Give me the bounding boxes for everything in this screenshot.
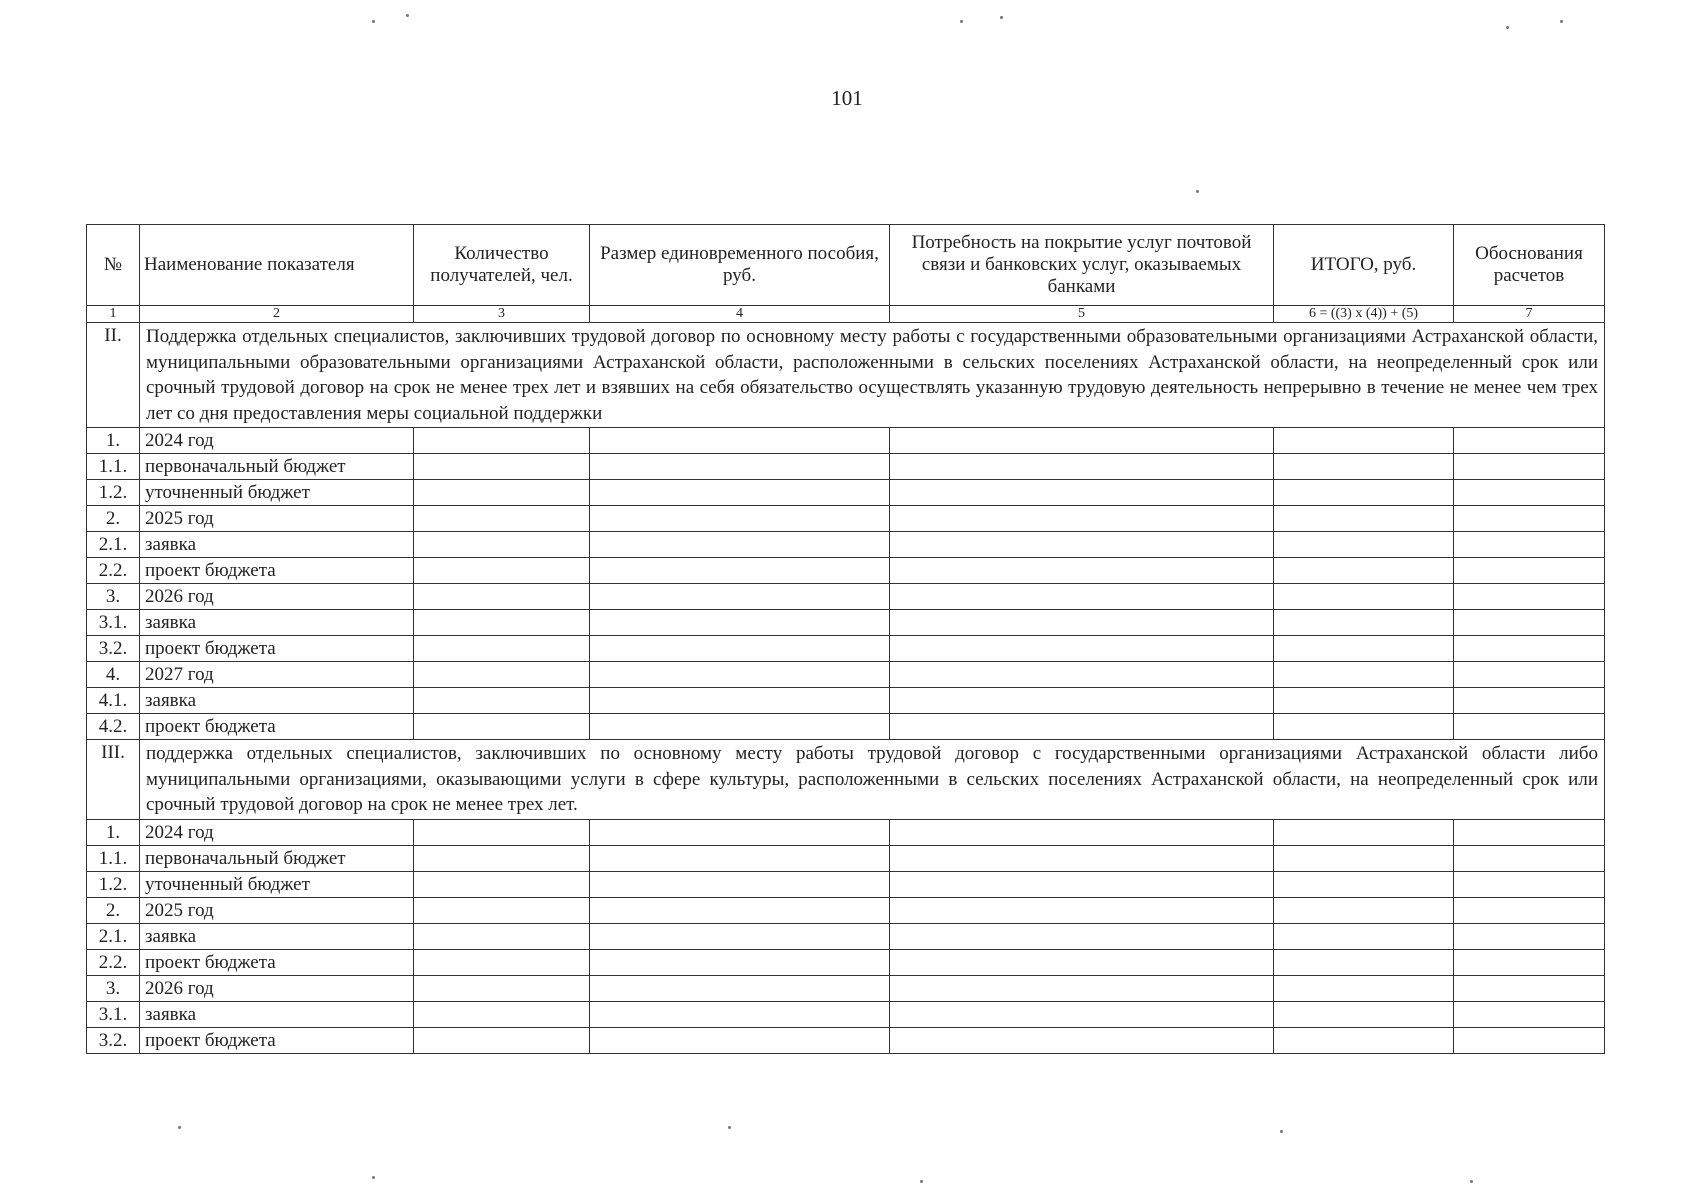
row-label: проект бюджета [140, 558, 414, 584]
row-number: 3.1. [87, 1001, 140, 1027]
postal-cell [890, 532, 1274, 558]
benefit-cell [590, 819, 890, 845]
row-label: 2025 год [140, 506, 414, 532]
section-title: поддержка отдельных специалистов, заключивших по основному месту работы трудовой договор с государственными организациями Астраханской области либо муниципальными организациями, оказывающими услуги в сфере культуры, расположенными в сельских поселениях Астраханской области, на неопределенный срок или срочный трудовой договор на срок не менее трех лет. [140, 740, 1605, 820]
budget-table [86, 224, 1605, 1054]
row-number: 2.1. [87, 923, 140, 949]
total-cell [1274, 428, 1454, 454]
page-number: 101 [831, 86, 863, 110]
count-cell [414, 975, 590, 1001]
postal-cell [890, 454, 1274, 480]
row-label: заявка [140, 923, 414, 949]
postal-cell [890, 949, 1274, 975]
count-cell [414, 714, 590, 740]
section-header-row [87, 740, 1605, 820]
postal-cell [890, 480, 1274, 506]
row-number: 3.2. [87, 636, 140, 662]
row-number: 1.2. [87, 480, 140, 506]
justification-cell [1454, 897, 1605, 923]
postal-cell [890, 688, 1274, 714]
table-row [87, 871, 1605, 897]
table-row [87, 662, 1605, 688]
column-index: 5 [890, 306, 1274, 323]
justification-cell [1454, 480, 1605, 506]
benefit-cell [590, 1027, 890, 1053]
table-row [87, 1027, 1605, 1053]
total-cell [1274, 636, 1454, 662]
row-label: первоначальный бюджет [140, 454, 414, 480]
row-label: уточненный бюджет [140, 871, 414, 897]
row-number: 1. [87, 819, 140, 845]
table-row [87, 480, 1605, 506]
postal-cell [890, 662, 1274, 688]
count-cell [414, 506, 590, 532]
count-cell [414, 480, 590, 506]
justification-cell [1454, 636, 1605, 662]
postal-cell [890, 975, 1274, 1001]
justification-cell [1454, 610, 1605, 636]
row-number: 1.1. [87, 845, 140, 871]
justification-cell [1454, 688, 1605, 714]
count-cell [414, 636, 590, 662]
header-name: Наименование показателя [140, 225, 414, 306]
row-label: 2026 год [140, 584, 414, 610]
total-cell [1274, 688, 1454, 714]
count-cell [414, 1001, 590, 1027]
count-cell [414, 558, 590, 584]
justification-cell [1454, 871, 1605, 897]
header-total: ИТОГО, руб. [1274, 225, 1454, 306]
total-cell [1274, 610, 1454, 636]
count-cell [414, 428, 590, 454]
count-cell [414, 949, 590, 975]
total-cell [1274, 949, 1454, 975]
row-number: 3.1. [87, 610, 140, 636]
justification-cell [1454, 1027, 1605, 1053]
header-count: Количество получателей, чел. [414, 225, 590, 306]
column-index: 7 [1454, 306, 1605, 323]
justification-cell [1454, 506, 1605, 532]
count-cell [414, 584, 590, 610]
justification-cell [1454, 819, 1605, 845]
header-justification: Обоснования расчетов [1454, 225, 1605, 306]
row-label: заявка [140, 688, 414, 714]
row-number: 3. [87, 584, 140, 610]
total-cell [1274, 454, 1454, 480]
row-number: 4.2. [87, 714, 140, 740]
total-cell [1274, 714, 1454, 740]
benefit-cell [590, 506, 890, 532]
row-label: 2024 год [140, 819, 414, 845]
section-title: Поддержка отдельных специалистов, заключивших трудовой договор по основному месту работы с государственными образовательными организациями Астраханской области, муниципальными образовательными организациями Астраханской области, расположенными в сельских поселениях Астраханской области, на неопределенный срок или срочный трудовой договор на срок не менее трех лет и взявших на себя обязательство осуществлять указанную трудовую деятельность непрерывно в течение не менее чем трех лет со дня предоставления меры социальной поддержки [140, 323, 1605, 428]
count-cell [414, 610, 590, 636]
justification-cell [1454, 949, 1605, 975]
column-index: 1 [87, 306, 140, 323]
justification-cell [1454, 662, 1605, 688]
count-cell [414, 871, 590, 897]
benefit-cell [590, 428, 890, 454]
benefit-cell [590, 688, 890, 714]
benefit-cell [590, 636, 890, 662]
total-cell [1274, 897, 1454, 923]
header-postal: Потребность на покрытие услуг почтовой связи и банковских услуг, оказываемых банками [890, 225, 1274, 306]
benefit-cell [590, 871, 890, 897]
justification-cell [1454, 558, 1605, 584]
row-number: 2. [87, 897, 140, 923]
count-cell [414, 1027, 590, 1053]
header-num: № [87, 225, 140, 306]
row-label: заявка [140, 532, 414, 558]
row-label: заявка [140, 610, 414, 636]
postal-cell [890, 558, 1274, 584]
row-label: 2025 год [140, 897, 414, 923]
count-cell [414, 845, 590, 871]
table-row [87, 923, 1605, 949]
benefit-cell [590, 949, 890, 975]
table-row [87, 558, 1605, 584]
benefit-cell [590, 1001, 890, 1027]
row-number: 3.2. [87, 1027, 140, 1053]
benefit-cell [590, 923, 890, 949]
table-row [87, 454, 1605, 480]
column-index: 6 = ((3) x (4)) + (5) [1274, 306, 1454, 323]
postal-cell [890, 897, 1274, 923]
row-number: 2.2. [87, 558, 140, 584]
row-number: 4.1. [87, 688, 140, 714]
row-label: заявка [140, 1001, 414, 1027]
justification-cell [1454, 845, 1605, 871]
row-number: 3. [87, 975, 140, 1001]
total-cell [1274, 1001, 1454, 1027]
table-row [87, 845, 1605, 871]
table-row [87, 897, 1605, 923]
total-cell [1274, 975, 1454, 1001]
justification-cell [1454, 1001, 1605, 1027]
section-number: III. [87, 740, 140, 820]
count-cell [414, 688, 590, 714]
table-row [87, 949, 1605, 975]
benefit-cell [590, 662, 890, 688]
benefit-cell [590, 584, 890, 610]
table-row [87, 428, 1605, 454]
table-row [87, 506, 1605, 532]
row-label: 2027 год [140, 662, 414, 688]
postal-cell [890, 506, 1274, 532]
total-cell [1274, 923, 1454, 949]
count-cell [414, 923, 590, 949]
row-number: 1. [87, 428, 140, 454]
justification-cell [1454, 584, 1605, 610]
postal-cell [890, 845, 1274, 871]
row-number: 2.1. [87, 532, 140, 558]
table-row [87, 819, 1605, 845]
benefit-cell [590, 714, 890, 740]
header-benefit: Размер единовременного пособия, руб. [590, 225, 890, 306]
justification-cell [1454, 714, 1605, 740]
total-cell [1274, 845, 1454, 871]
column-index: 2 [140, 306, 414, 323]
row-label: проект бюджета [140, 636, 414, 662]
table-row [87, 584, 1605, 610]
total-cell [1274, 819, 1454, 845]
postal-cell [890, 714, 1274, 740]
row-number: 2.2. [87, 949, 140, 975]
benefit-cell [590, 532, 890, 558]
postal-cell [890, 610, 1274, 636]
table-row [87, 688, 1605, 714]
row-number: 2. [87, 506, 140, 532]
benefit-cell [590, 845, 890, 871]
header-row [87, 225, 1605, 306]
postal-cell [890, 923, 1274, 949]
postal-cell [890, 1001, 1274, 1027]
count-cell [414, 532, 590, 558]
benefit-cell [590, 558, 890, 584]
total-cell [1274, 662, 1454, 688]
benefit-cell [590, 897, 890, 923]
benefit-cell [590, 610, 890, 636]
benefit-cell [590, 480, 890, 506]
justification-cell [1454, 975, 1605, 1001]
count-cell [414, 454, 590, 480]
count-cell [414, 897, 590, 923]
section-number: II. [87, 323, 140, 428]
justification-cell [1454, 532, 1605, 558]
total-cell [1274, 506, 1454, 532]
row-number: 1.2. [87, 871, 140, 897]
benefit-cell [590, 454, 890, 480]
total-cell [1274, 558, 1454, 584]
postal-cell [890, 584, 1274, 610]
postal-cell [890, 1027, 1274, 1053]
table-row [87, 1001, 1605, 1027]
column-index-row [87, 306, 1605, 323]
total-cell [1274, 1027, 1454, 1053]
row-label: 2026 год [140, 975, 414, 1001]
count-cell [414, 819, 590, 845]
row-label: первоначальный бюджет [140, 845, 414, 871]
row-number: 1.1. [87, 454, 140, 480]
total-cell [1274, 871, 1454, 897]
column-index: 3 [414, 306, 590, 323]
postal-cell [890, 636, 1274, 662]
justification-cell [1454, 454, 1605, 480]
total-cell [1274, 480, 1454, 506]
row-label: уточненный бюджет [140, 480, 414, 506]
benefit-cell [590, 975, 890, 1001]
row-label: 2024 год [140, 428, 414, 454]
postal-cell [890, 428, 1274, 454]
postal-cell [890, 871, 1274, 897]
table-row [87, 975, 1605, 1001]
table-row [87, 610, 1605, 636]
row-label: проект бюджета [140, 949, 414, 975]
table-row [87, 714, 1605, 740]
row-number: 4. [87, 662, 140, 688]
count-cell [414, 662, 590, 688]
row-label: проект бюджета [140, 714, 414, 740]
postal-cell [890, 819, 1274, 845]
column-index: 4 [590, 306, 890, 323]
table-row [87, 532, 1605, 558]
section-header-row [87, 323, 1605, 428]
table-row [87, 636, 1605, 662]
total-cell [1274, 584, 1454, 610]
row-label: проект бюджета [140, 1027, 414, 1053]
total-cell [1274, 532, 1454, 558]
justification-cell [1454, 428, 1605, 454]
justification-cell [1454, 923, 1605, 949]
